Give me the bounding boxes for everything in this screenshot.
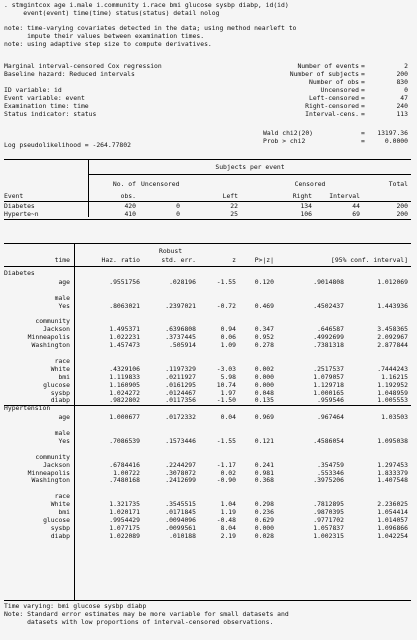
cell-lo: .3975206 [313,476,344,485]
variable-label: sysbp [50,388,70,397]
cell-z: -0.48 [216,515,236,524]
col-left-header: Left [222,192,238,200]
cell-lo: .4992699 [313,333,344,342]
cell-p: 0.469 [254,301,274,310]
cell-hr: 1.000677 [109,413,140,422]
cell-hi: .7444243 [377,364,408,373]
cell-hi: 2.877844 [377,341,408,350]
col-uncensored-header: Uncensored [141,180,180,188]
footer-note-1: Note: Standard error estimates may be more variable for small datasets and [4,610,289,618]
cell-z: -1.55 [216,277,236,286]
cell-lo: .646587 [317,325,344,334]
cell-hr: 1.495371 [109,325,140,334]
cell-lo: .9771702 [313,515,344,524]
cell-hi: 1.014057 [377,515,408,524]
cell-z: 0.02 [220,468,236,477]
variable-label: bmi [58,508,70,516]
cell-hr: .6784416 [109,460,140,469]
variable-label: bmi [58,372,70,381]
cell-hi: 1.048959 [377,388,408,397]
cell-hr: 1.020171 [109,508,140,516]
stat-value: 113 [396,110,408,118]
cell-se: .1573446 [165,436,196,445]
stat-label: Number of events [297,62,359,70]
cell-z: -0.90 [216,476,236,485]
cell-p: 0.629 [254,515,274,524]
col-total-header: Total [388,180,408,188]
cell-p: 0.135 [254,396,274,405]
cell-p: 0.121 [254,436,274,445]
cell-z: -1.17 [216,460,236,469]
divider [88,174,411,175]
col-hr-header: Haz. ratio [101,256,140,264]
exam-time: Examination time: time [4,102,89,110]
cell-hr: 1.022089 [109,531,140,540]
col-interval-header: Interval [329,192,360,200]
cell-lo: .9014808 [313,277,344,286]
factor-label: community [35,317,70,326]
cell-z: 1.09 [220,341,236,350]
factor-label: community [35,452,70,461]
cell-se: .2244297 [165,460,196,469]
col-event-header: Event [4,192,24,200]
baseline-hazard: Baseline hazard: Reduced intervals [4,70,135,78]
cell-lo: .7381318 [313,341,344,350]
cell-hr: .8063021 [109,301,140,310]
cell-se: .0099561 [165,523,196,532]
cell-z: 0.04 [220,413,236,422]
variable-label: White [50,500,70,509]
cell-lo: .2517537 [313,364,344,373]
cell-z: 10.74 [216,380,236,389]
col-obs-header: obs. [120,192,136,200]
variable-label: White [50,364,70,373]
cell-z: 8.04 [220,523,236,532]
divider [4,159,411,160]
robust-header: Robust [159,247,183,255]
divider [4,266,411,267]
stat-value: 200 [396,70,408,78]
variable-label: Jackson [43,325,70,334]
variable-label: Washington [31,341,70,350]
variable-label: age [58,413,70,422]
cell-se: .1197329 [165,364,196,373]
cell-hi: 1.03503 [381,413,408,422]
cell-p: 0.002 [254,364,274,373]
cell-se: .0171845 [165,508,196,516]
cell-hi: 1.096866 [377,523,408,532]
cell-z: 1.04 [220,500,236,509]
divider [4,600,411,601]
subjects-per-event-header: Subjects per event [215,163,285,171]
cell-p: 0.048 [254,388,274,397]
col-se-header: std. err. [161,256,196,264]
cell-p: 0.120 [254,277,274,286]
footer-note-2: datasets with low proportions of interval-censored observations. [4,618,274,626]
variable-label: Yes [58,301,70,310]
variable-label: Yes [58,436,70,445]
cell-p: 0.347 [254,325,274,334]
cell-p: 0.952 [254,333,274,342]
cell-se: .3545515 [165,500,196,509]
variable-label: diabp [50,396,70,405]
cell-hr: 1.160905 [109,380,140,389]
cell-z: -0.72 [216,301,236,310]
divider [88,159,89,217]
cell-hr: 1.077175 [109,523,140,532]
cell-p: 0.000 [254,380,274,389]
col-ci-header: [95% conf. interval] [331,256,408,264]
cell-hi: 1.192952 [377,380,408,389]
footer-time-varying: Time varying: bmi glucose sysbp diabp [4,602,147,610]
variable-label: glucose [43,515,70,524]
variable-label: Minneapolis [27,468,70,477]
cell-se: .505914 [169,341,196,350]
cell-lo: .4502437 [313,301,344,310]
command-line-1: . stmgintcox age i.male i.community i.race bmi glucose sysbp diabp, id(id) [4,1,289,9]
cell-hi: 2.236025 [377,500,408,509]
factor-label: male [54,429,70,437]
cell-hi: 1.054414 [377,508,408,516]
cell-p: 0.298 [254,500,274,509]
cell-se: .010188 [169,531,196,540]
cell-z: 0.94 [220,325,236,334]
stata-results-window: . stmgintcox age i.male i.community i.race bmi glucose sysbp diabp, id(id) event(event) time(time) status(status) detail nolog note: time-varying covariates detected in the data; using method nearleft to impute their values between examination times. note: using adaptive step size to compute derivatives. Marginal interval-censored Cox regression Baseline hazard: Reduced intervals ID variable: id Event variable: event Examination time: time Status indicator: status Number of events = 2 Number of subjects = 200 Number of obs = 830 Uncensored = 0 Left-censored = 47 Right-censored = 240 Interval-cens. = 113 Wald chi2(20) = 13197.36 Prob > chi2 = 0.0000 Log pseudolikelihood = -264.77802 Subjects per event Censored No. of Total Uncensored Event obs. Left Right Interval Diabetes 420 0 22 134 44 200 Hyperte~n 410 0 25 106 69 200 Robust time Haz. ratio std. err. z P>|z| [95% conf. interval] Diabetes age .9551756 .028196 -1.55 0.120 .9014808 1.012069 male Yes .8063021 .2397021 -0.72 0.469 .4502437 1.443936 community Jackson 1.495371 .6396808 0.94 0.347 .646587 3.458365 Minneapolis 1.022231 .3737445 0.06 0.952 .4992699 2.092967 Washington 1.457473 .505914 1.09 0.278 .7381318 2.877844 race White .4329106 .1197329 -3.03 0.002 .2517537 .7444243 bmi 1.119833 .0211927 5.98 0.000 1.079057 1.16215 glucose 1.160905 .0161295 10.74 0.000 1.129718 1.192952 sysbp 1.024272 .0124467 1.97 0.048 1.000165 1.048959 diabp .9822802 .0117356 -1.50 0.135 .959546 1.005553 Hypertension age 1.000677 .0172332 0.04 0.969 .967464 1.03503 male Yes .7086539 .1573446 -1.55 0.121 .4586054 1.095038 community Jackson .6784416 .2244297 -1.17 0.241 .354759 1.297453 Minneapolis 1.00722 .3078072 0.02 0.981 .553346 1.833379 Washington .7480168 .2412699 -0.90 0.368 .3975206 1.407548 race White 1.321735 .3545515 1.04 0.298 .7812895 2.236025 bmi 1.020171 .0171845 1.19 0.236 .9870395 1.054414 glucose .9954429 .0094096 -0.48 0.629 .9771702 1.014057 sysbp 1.077175 .0099561 8.04 0.000 1.057837 1.096866 diabp 1.022089 .010188 2.19 0.028 1.002315 1.042254 Time varying: bmi glucose sysbp diabp Note: Standard error estimates may be more variable for small datasets and datasets with low proportions of interval-censored observations. [0,0,417,640]
wald-label: Wald chi2(20) [263,129,314,137]
cell-se: .0094096 [165,515,196,524]
log-pseudolikelihood: Log pseudolikelihood = -264.77802 [4,141,131,149]
stat-label: Left-censored [308,94,359,102]
col-p-header: P>|z| [254,256,274,264]
cell-se: .0172332 [165,413,196,422]
cell-lo: 1.079057 [313,372,344,381]
cell-hi: 1.012069 [377,277,408,286]
cell-hr: 1.024272 [109,388,140,397]
cell-z: 1.19 [220,508,236,516]
cell-lo: .354759 [317,460,344,469]
stat-value: 830 [396,78,408,86]
stat-label: Right-censored [305,102,359,110]
cell-p: 0.000 [254,523,274,532]
stat-label: Number of obs [308,78,359,86]
variable-label: glucose [43,380,70,389]
cell-z: 5.98 [220,372,236,381]
factor-label: male [54,293,70,302]
cell-z: -1.50 [216,396,236,405]
cell-z: -1.55 [216,436,236,445]
cell-se: .0211927 [165,372,196,381]
cell-lo: 1.000165 [313,388,344,397]
cell-p: 0.981 [254,468,274,477]
cell-lo: .967464 [317,413,344,422]
col-noof-header: No. of [112,180,136,188]
divider [4,219,411,220]
cell-p: 0.368 [254,476,274,485]
stat-label: Interval-cens. [305,110,359,118]
cell-lo: .553346 [317,468,344,477]
censored-header: Censored [294,180,326,188]
cell-hi: 1.095038 [377,436,408,445]
cell-se: .0117356 [165,396,196,405]
stat-value: 47 [400,94,408,102]
variable-label: Minneapolis [27,333,70,342]
prob-value: 0.0000 [384,137,408,145]
stat-value: 0 [404,86,408,94]
note-line-3: note: using adaptive step size to compute derivatives. [4,40,212,48]
cell-hr: 1.022231 [109,333,140,342]
cell-z: -3.03 [216,364,236,373]
model-title: Marginal interval-censored Cox regression [4,62,162,70]
divider [4,405,411,406]
cell-p: 0.000 [254,372,274,381]
cell-hr: .4329106 [109,364,140,373]
cell-p: 0.028 [254,531,274,540]
cell-hr: .7086539 [109,436,140,445]
stat-label: Uncensored [320,86,359,94]
note-line-2: impute their values between examination times. [4,32,205,40]
cell-p: 0.241 [254,460,274,469]
cell-hr: 1.321735 [109,500,140,509]
stat-value: 2 [404,62,408,70]
prob-label: Prob > chi2 [263,137,306,145]
variable-label: age [58,277,70,286]
cell-se: .2412699 [165,476,196,485]
cell-z: 0.06 [220,333,236,342]
cell-hr: .9822802 [109,396,140,405]
event-variable: Event variable: event [4,94,85,102]
cell-hr: .7480168 [109,476,140,485]
cell-se: .6396808 [165,325,196,334]
col-right-header: Right [292,192,312,200]
cell-p: 0.236 [254,508,274,516]
divider [74,243,75,601]
cell-z: 1.97 [220,388,236,397]
cell-se: .0161295 [165,380,196,389]
cell-hi: 1.297453 [377,460,408,469]
cell-hi: 1.005553 [377,396,408,405]
cell-hr: 1.119833 [109,372,140,381]
cell-se: .028196 [169,277,196,286]
variable-label: Washington [31,476,70,485]
cell-se: .3737445 [165,333,196,342]
status-indicator: Status indicator: status [4,110,97,118]
cell-hi: 1.833379 [377,468,408,477]
cell-lo: .4586054 [313,436,344,445]
cell-hr: .9954429 [109,515,140,524]
cell-z: 2.19 [220,531,236,540]
cell-lo: 1.002315 [313,531,344,540]
cell-se: .0124467 [165,388,196,397]
cell-hr: .9551756 [109,277,140,286]
cell-hi: 1.042254 [377,531,408,540]
stat-label: Number of subjects [289,70,359,78]
variable-label: diabp [50,531,70,540]
cell-hr: 1.00722 [113,468,140,477]
col-time-header: time [54,256,70,264]
cell-lo: 1.129718 [313,380,344,389]
variable-label: sysbp [50,523,70,532]
cell-hr: 1.457473 [109,341,140,350]
equation-label: Hypertension [4,404,51,413]
factor-label: race [54,356,70,365]
cell-se: .3078072 [165,468,196,477]
divider [4,201,411,202]
variable-label: Jackson [43,460,70,469]
cell-se: .2397021 [165,301,196,310]
divider [4,243,411,244]
col-z-header: z [232,256,236,264]
cell-lo: .959546 [317,396,344,405]
cell-p: 0.278 [254,341,274,350]
cell-lo: .7812895 [313,500,344,509]
id-variable: ID variable: id [4,86,62,94]
wald-value: 13197.36 [377,129,408,137]
cell-hi: 1.407548 [377,476,408,485]
stat-value: 240 [396,102,408,110]
cell-hi: 1.16215 [381,372,408,381]
cell-p: 0.969 [254,413,274,422]
cell-hi: 2.092967 [377,333,408,342]
cell-hi: 1.443936 [377,301,408,310]
note-line-1: note: time-varying covariates detected in the data; using method nearleft to [4,24,297,32]
command-line-2: event(event) time(time) status(status) detail nolog [4,9,220,17]
cell-lo: .9870395 [313,508,344,516]
cell-hi: 3.458365 [377,325,408,334]
cell-lo: 1.057837 [313,523,344,532]
factor-label: race [54,492,70,501]
equation-label: Diabetes [4,269,35,277]
